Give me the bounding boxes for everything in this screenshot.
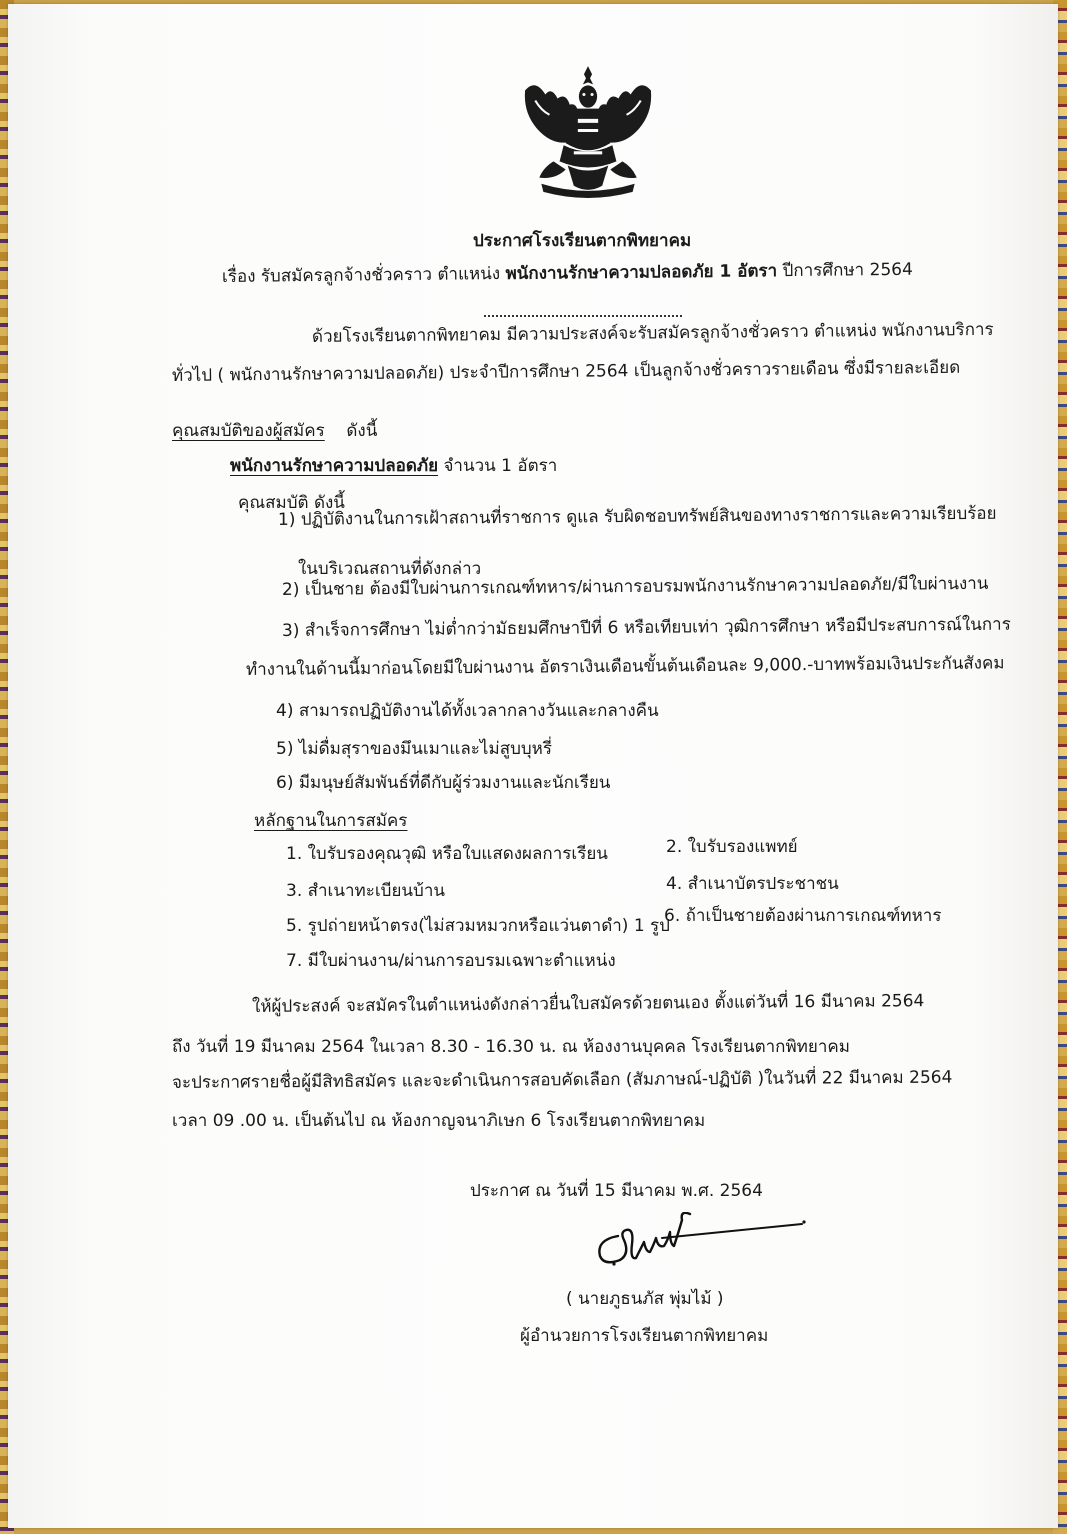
qualification-item: 2) เป็นชาย ต้องมีใบผ่านการเกณฑ์ทหาร/ผ่านการอบรมพนักงานรักษาความปลอดภัย/มีใบผ่านงาน — [281, 573, 989, 600]
document-title: ประกาศโรงเรียนตากพิทยาคม — [473, 231, 692, 251]
evidence-heading: หลักฐานในการสมัคร — [254, 811, 408, 831]
intro-line-2: ทั่วไป ( พนักงานรักษาความปลอดภัย) ประจำปีการศึกษา 2564 เป็นลูกจ้างชั่วคราวรายเดือน ซึ่งมีรายละเอียด — [171, 357, 961, 386]
evidence-item: 5. รูปถ่ายหน้าตรง(ไม่สวมหมวกหรือแว่นตาดำ) 1 รูป — [286, 916, 670, 936]
evidence-item: 1. ใบรับรองคุณวุฒิ หรือใบแสดงผลการเรียน — [286, 844, 608, 864]
signer-title: ผู้อำนวยการโรงเรียนตากพิทยาคม — [520, 1326, 769, 1346]
signer-name: ( นายภูธนภัส พุ่มไม้ ) — [566, 1289, 724, 1309]
closing-line-3: จะประกาศรายชื่อผู้มีสิทธิสมัคร และจะดำเนินการสอบคัดเลือก (สัมภาษณ์-ปฏิบัติ )ในวันที่ 22 มีนาคม 2564 — [171, 1067, 953, 1093]
qualification-item: 6) มีมนุษย์สัมพันธ์ที่ดีกับผู้ร่วมงานและนักเรียน — [276, 773, 611, 793]
qualification-item: 3) สำเร็จการศึกษา ไม่ต่ำกว่ามัธยมศึกษาปีที่ 6 หรือเทียบเท่า วุฒิการศึกษา หรือมีประสบการณ์ในการ — [281, 614, 1011, 641]
closing-line-1: ให้ผู้ประสงค์ จะสมัครในตำแหน่งดังกล่าวยื่นใบสมัครด้วยตนเอง ตั้งแต่วันที่ 16 มีนาคม 2564 — [251, 991, 925, 1017]
qualification-item: 1) ปฏิบัติงานในการเฝ้าสถานที่ราชการ ดูแล รับผิดชอบทรัพย์สินของทางราชการและความเรียบร้อย — [277, 503, 997, 530]
qualifications-label: คุณสมบัติ ดังนี้ — [238, 493, 345, 513]
evidence-item: 2. ใบรับรองแพทย์ — [666, 837, 798, 857]
qualification-item: 5) ไม่ดื่มสุราของมึนเมาและไม่สูบบุหรี่ — [276, 739, 552, 759]
evidence-item: 4. สำเนาบัตรประชาชน — [666, 874, 839, 894]
signature-icon — [590, 1212, 810, 1272]
qualification-item: ทำงานในด้านนี้มาก่อนโดยมีใบผ่านงาน อัตราเงินเดือนขั้นต้นเดือนละ 9,000.-บาทพร้อมเงินประกันสังคม — [245, 653, 1005, 680]
subject-position: พนักงานรักษาความปลอดภัย 1 อัตรา — [505, 261, 778, 285]
position-line — [230, 455, 557, 477]
qualifications-heading-suffix: ดังนี้ — [346, 421, 378, 441]
qualifications-heading-line — [172, 420, 377, 442]
qualification-item: 4) สามารถปฏิบัติงานได้ทั้งเวลากลางวันและกลางคืน — [276, 701, 659, 721]
evidence-item: 7. มีใบผ่านงาน/ผ่านการอบรมเฉพาะตำแหน่ง — [286, 951, 616, 971]
closing-line-2: ถึง วันที่ 19 มีนาคม 2564 ในเวลา 8.30 - 16.30 น. ณ ห้องงานบุคคล โรงเรียนตากพิทยาคม — [172, 1037, 850, 1057]
title-separator-dots — [484, 315, 682, 319]
subject-prefix: เรื่อง รับสมัครลูกจ้างชั่วคราว ตำแหน่ง — [221, 264, 501, 287]
subject-year: ปีการศึกษา 2564 — [782, 259, 913, 282]
qualification-item: ในบริเวณสถานที่ดังกล่าว — [298, 559, 482, 579]
announcement-date: ประกาศ ณ วันที่ 15 มีนาคม พ.ศ. 2564 — [470, 1181, 763, 1201]
intro-line-1: ด้วยโรงเรียนตากพิทยาคม มีความประสงค์จะรับสมัครลูกจ้างชั่วคราว ตำแหน่ง พนักงานบริการ — [311, 319, 994, 347]
closing-line-4: เวลา 09 .00 น. เป็นต้นไป ณ ห้องกาญจนาภิเษก 6 โรงเรียนตากพิทยาคม — [172, 1111, 706, 1131]
garuda-emblem-icon — [517, 60, 659, 202]
evidence-item: 6. ถ้าเป็นชายต้องผ่านการเกณฑ์ทหาร — [664, 906, 942, 926]
position-name: พนักงานรักษาความปลอดภัย — [230, 456, 439, 476]
evidence-item: 3. สำเนาทะเบียนบ้าน — [286, 881, 446, 901]
position-count: จำนวน 1 อัตรา — [443, 456, 558, 476]
qualifications-heading: คุณสมบัติของผู้สมัคร — [172, 421, 325, 441]
